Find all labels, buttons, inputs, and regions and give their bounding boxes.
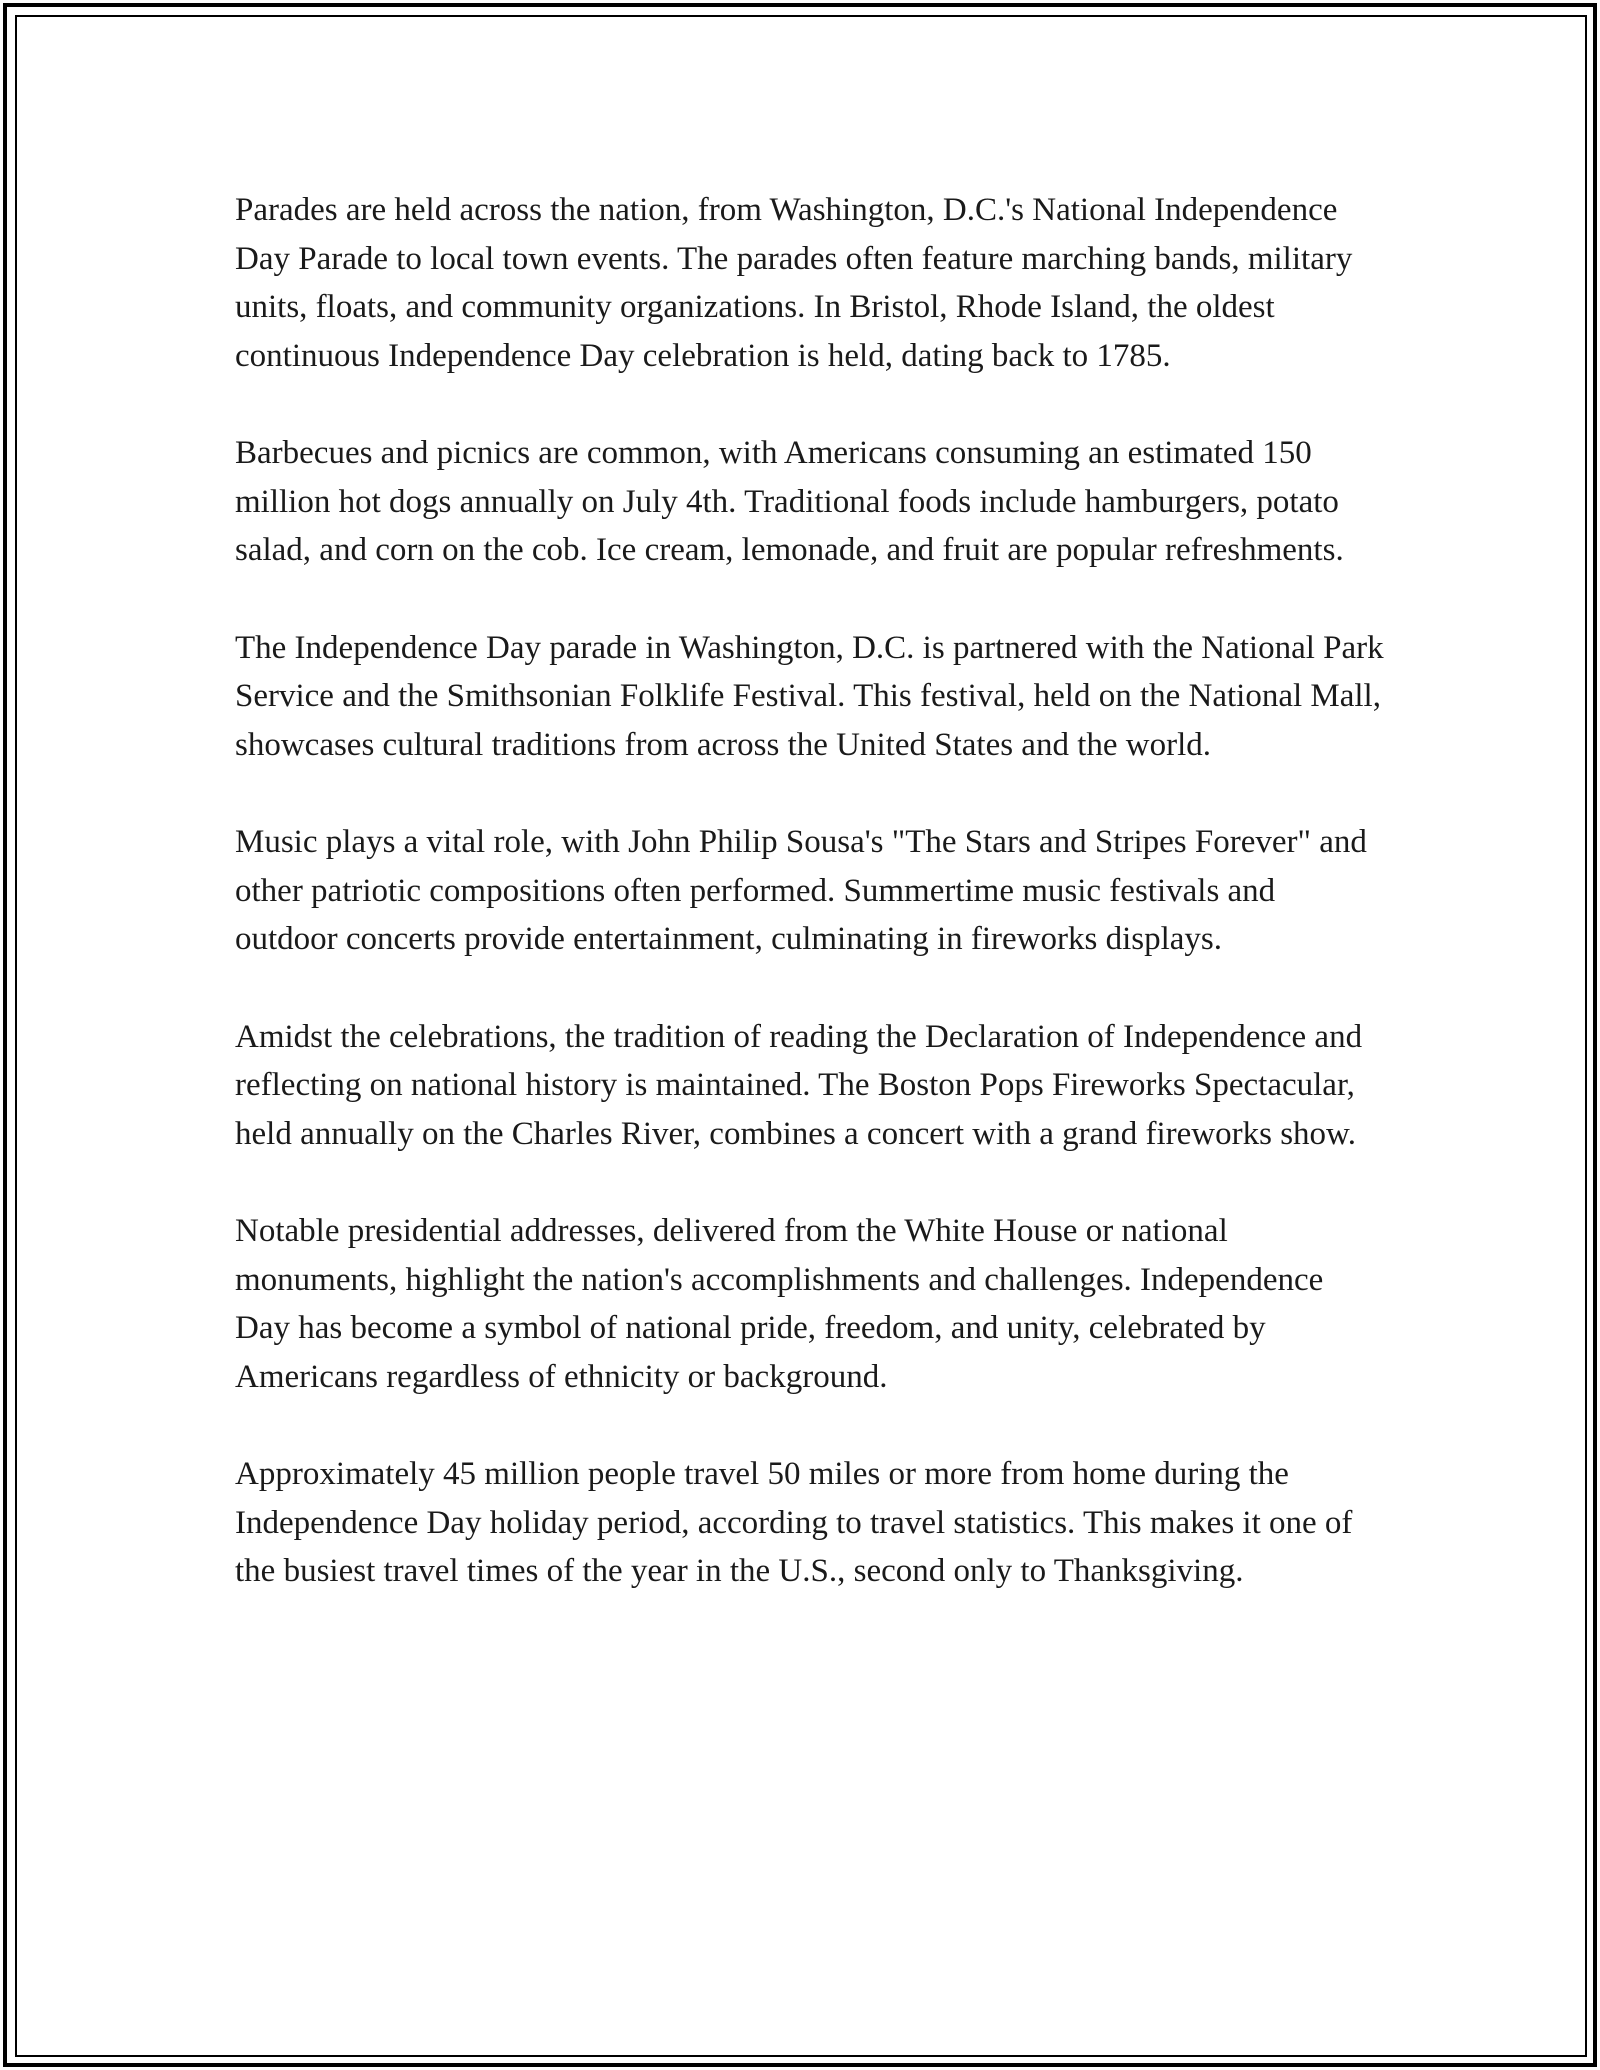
paragraph-barbecues: Barbecues and picnics are common, with Americans consuming an estimated 150 million hot dogs annually on July 4th. Traditional foods include hamburgers, potato salad, and corn on the cob. Ice cream, lemonade, and fruit are popular refreshments. [235, 435, 1344, 568]
paragraph-presidential-addresses: Notable presidential addresses, delivered from the White House or national monuments, highlight the nation's accomplishments and challenges. Independence Day has become a symbol of national pride, freedom, and unity, celebrated by Americans regardless of ethnicity or background. [235, 1213, 1324, 1395]
paragraph-travel: Approximately 45 million people travel 50 miles or more from home during the Independence Day holiday period, according to travel statistics. This makes it one of the busiest travel times of the year in the U.S., second only to Thanksgiving. [235, 1456, 1353, 1589]
paragraph-dc-parade: The Independence Day parade in Washington, D.C. is partnered with the National Park Service and the Smithsonian Folklife Festival. This festival, held on the National Mall, showcases cultural traditions from across the United States and the world. [235, 629, 1384, 763]
paragraph-music: Music plays a vital role, with John Philip Sousa's "The Stars and Stripes Forever" and other patriotic compositions often performed. Summertime music festivals and outdoor concerts provide entertainment, culminating in fireworks displays. [235, 824, 1367, 957]
document-body [235, 186, 1385, 1645]
paragraph-parades: Parades are held across the nation, from Washington, D.C.'s National Independence Day Parade to local town events. The parades often feature marching bands, military units, floats, and community organizations. In Bristol, Rhode Island, the oldest continuous Independence Day celebration is held, dating back to 1785. [235, 192, 1353, 374]
paragraph-declaration: Amidst the celebrations, the tradition of reading the Declaration of Independence and reflecting on national history is maintained. The Boston Pops Fireworks Spectacular, held annually on the Charles River, combines a concert with a grand fireworks show. [235, 1018, 1363, 1152]
